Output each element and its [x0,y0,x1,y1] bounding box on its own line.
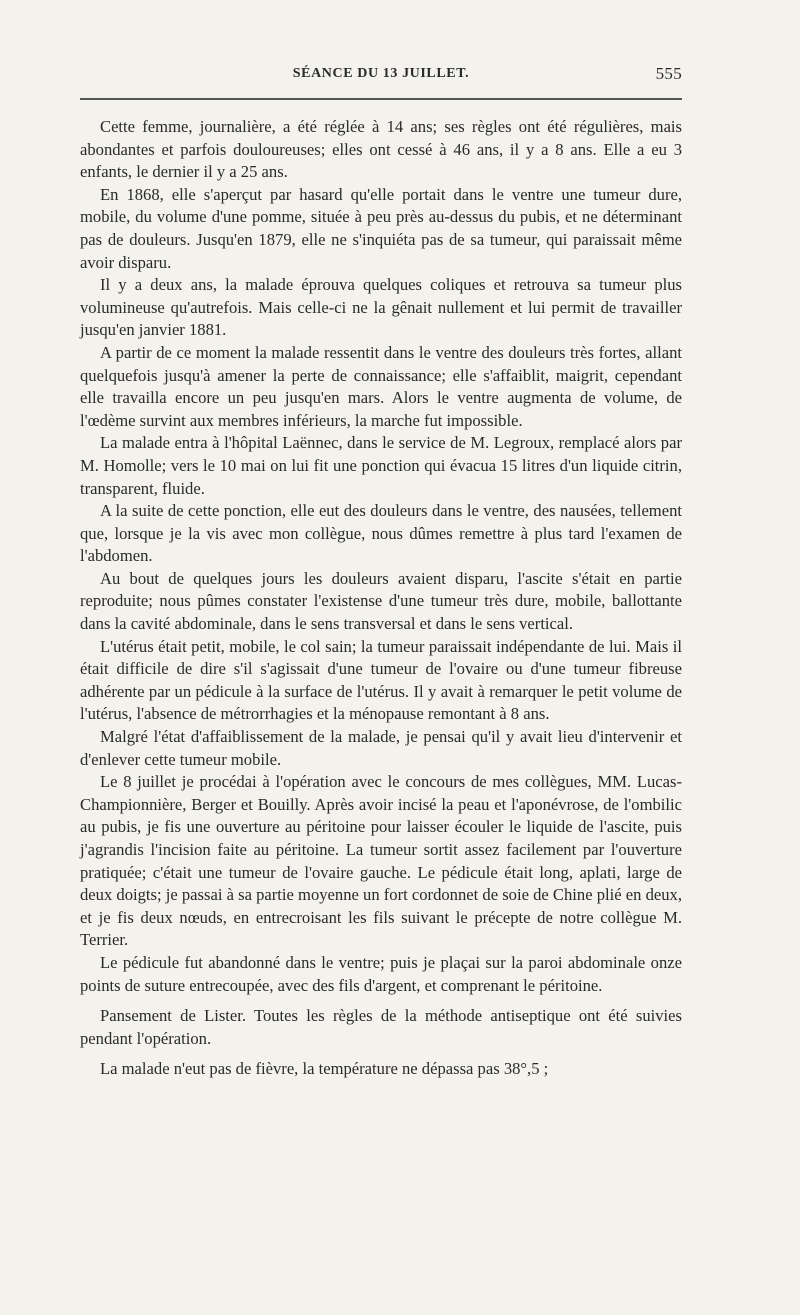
document-page [80,0,682,1315]
paragraph: Il y a deux ans, la malade éprouva quelques coliques et retrouva sa tumeur plus volumineuse qu'autrefois. Mais celle-ci ne la gênait nullement et lui permit de travailler jusqu'en janvier 1881. [80,275,682,340]
paragraph: Cette femme, journalière, a été réglée à 14 ans; ses règles ont été régulières, mais abondantes et parfois douloureuses; elles ont cessé à 46 ans, il y a 8 ans. Elle a eu 3 enfants, le dernier il y a 25 ans. [80,117,682,182]
paragraph: A partir de ce moment la malade ressentit dans le ventre des douleurs très fortes, allant quelquefois jusqu'à amener la perte de connaissance; elle s'affaiblit, maigrit, cependant elle travailla encore un peu jusqu'en mars. Alors le ventre augmenta de volume, de l'œdème survint aux membres inférieurs, la marche fut impossible. [80,342,682,430]
body-text [80,116,682,1081]
paragraph: Malgré l'état d'affaiblissement de la malade, je pensai qu'il y avait lieu d'intervenir et d'enlever cette tumeur mobile. [80,727,682,769]
header-rule [80,98,682,100]
paragraph: La malade n'eut pas de fièvre, la température ne dépassa pas 38°,5 ; [100,1059,549,1079]
paragraph: Au bout de quelques jours les douleurs avaient disparu, l'ascite s'était en partie reproduite; nous pûmes constater l'existense d'une tumeur très dure, mobile, ballottante dans la cavité abdominale, dans le sens transversal et dans le sens vertical. [80,568,682,634]
paragraph: La malade entra à l'hôpital Laënnec, dans le service de M. Legroux, remplacé alors par M. Homolle; vers le 10 mai on lui fit une ponction qui évacua 15 litres d'un liquide citrin, transparent, fluide. [80,433,682,498]
paragraph: Le pédicule fut abandonné dans le ventre; puis je plaçai sur la paroi abdominale onze points de suture entrecoupée, avec des fils d'argent, et comprenant le péritoine. [80,952,682,995]
running-header [80,66,682,86]
paragraph: A la suite de cette ponction, elle eut des douleurs dans le ventre, des nausées, tellement que, lorsque je la vis avec mon collègue, nous dûmes remettre à plus tard l'examen de l'abdomen. [80,501,682,566]
running-title: SÉANCE DU 13 JUILLET. [292,66,470,81]
paragraph: Le 8 juillet je procédai à l'opération avec le concours de mes collègues, MM. Lucas-Championnière, Berger et Bouilly. Après avoir incisé la peau et l'aponévrose, de l'ombilic au pubis, je fis une ouverture au péritoine pour laisser écouler le liquide de l'ascite, puis j'agrandis l'incision faite au péritoine. La tumeur sortit assez facilement par l'ouverture pratiquée; c'était une tumeur de l'ovaire gauche. Le pédicule était long, aplati, large de deux doigts; je passai à sa partie moyenne un fort cordonnet de soie de Chine plié en deux, et je fis deux nœuds, en entrecroisant les fils suivant le précepte de notre collègue M. Terrier. [80,772,682,950]
paragraph: Pansement de Lister. Toutes les règles de la méthode antiseptique ont été suivies pendant l'opération. [80,1006,682,1048]
page-number: 555 [655,64,682,83]
paragraph: L'utérus était petit, mobile, le col sain; la tumeur paraissait indépendante de lui. Mais il était difficile de dire s'il s'agissait d'une tumeur de l'ovaire ou d'une tumeur fibreuse adhérente par un pédicule à la surface de l'utérus. Il y avait à remarquer le petit volume de l'utérus, l'absence de métrorrhagies et la ménopause remontant à 8 ans. [80,636,682,724]
paragraph: En 1868, elle s'aperçut par hasard qu'elle portait dans le ventre une tumeur dure, mobile, du volume d'une pomme, située à peu près au-dessus du pubis, et ne déterminant pas de douleurs. Jusqu'en 1879, elle ne s'inquiéta pas de sa tumeur, qui paraissait même avoir disparu. [80,184,682,272]
